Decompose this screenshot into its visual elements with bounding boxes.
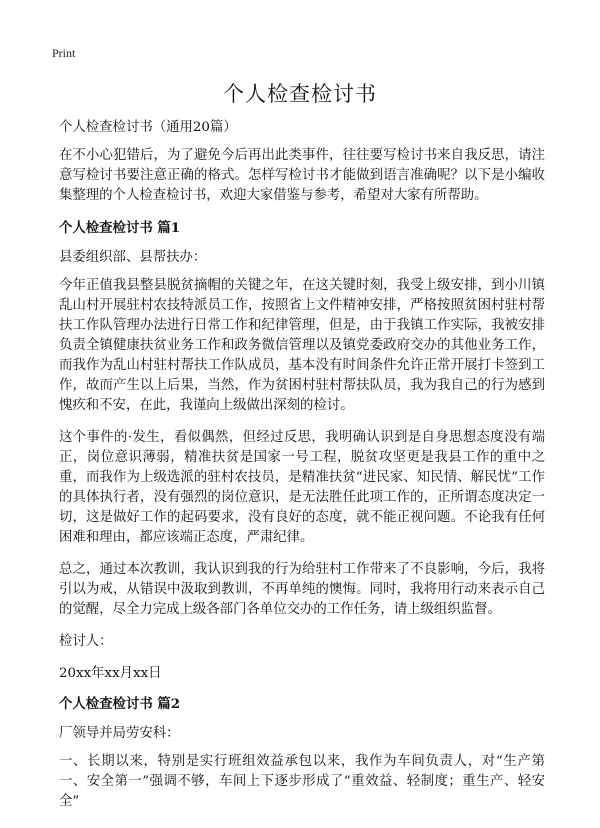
body-paragraph: 这个事件的·发生，看似偶然，但经过反思，我明确认识到是自身思想态度没有端正，岗位意识薄弱，精准扶贫是国家一号工程，脱贫攻坚更是我县工作的重中之重，而我作为上级选派的驻村农技员，是精准扶贫“进民家、知民情、解民忧”工作的具体执行者，没有强烈的岗位意识，是无法胜任此项工作的，正所谓态度决定一切，这是做好工作的起码要求，没有良好的态度，就不能正视问题。不论我有任何困难和理由，都应该端正态度，严肃纪律。 — [59, 430, 545, 545]
document-subtitle: 个人检查检讨书（通用20篇） — [59, 120, 237, 135]
section-heading: 个人检查检讨书 篇1 — [59, 220, 181, 236]
salutation: 县委组织部、县帮扶办： — [59, 250, 207, 265]
date-line: 20xx年xx月xx日 — [59, 666, 162, 681]
body-paragraph: 一、长期以来，特别是实行班组效益承包以来，我作为车间负责人，对“生产第一、安全第一”强调不够，车间上下逐步形成了“重效益、轻制度；重生产、轻安全” — [59, 754, 545, 809]
document-title: 个人检查检讨书 — [223, 82, 377, 106]
signer-label: 检讨人： — [59, 634, 113, 649]
body-paragraph: 总之，通过本次教训，我认识到我的行为给驻村工作带来了不良影响，今后，我将引以为戒，从错误中汲取到教训，不再单纯的懊悔。同时，我将用行动来表示自己的觉醒，尽全力完成上级各部门各单位交办的工作任务，请上级组织监督。 — [59, 562, 545, 617]
section-heading: 个人检查检讨书 篇2 — [59, 696, 181, 712]
document-body — [59, 118, 545, 824]
print-link[interactable]: Print — [52, 46, 76, 60]
body-paragraph: 今年正值我县整县脱贫摘帽的关键之年，在这关键时刻，我受上级安排，到小川镇乱山村开展驻村农技特派员工作，按照省上文件精神安排，严格按照贫困村驻村帮扶工作队管理办法进行日常工作和纪律管理，但是，由于我镇工作实际，我被安排负责全镇健康扶贫业务工作和政务微信管理以及镇党委政府交办的其他业务工作，而我作为乱山村驻村帮扶工作队成员，基本没有时间条件允许正常开展打卡签到工作，故而产生以上后果，当然，作为贫困村驻村帮扶队员，我为我自己的行为感到愧疚和不安，在此，我谨向上级做出深刻的检讨。 — [59, 278, 545, 413]
intro-paragraph: 在不小心犯错后，为了避免今后再出此类事件，往往要写检讨书来自我反思，请注意写检讨书要注意正确的格式。怎样写检讨书才能做到语言准确呢？以下是小编收集整理的个人检查检讨书，欢迎大家借鉴与参考，希望对大家有所帮助。 — [59, 148, 545, 203]
salutation: 厂领导并局劳安科： — [59, 726, 180, 741]
